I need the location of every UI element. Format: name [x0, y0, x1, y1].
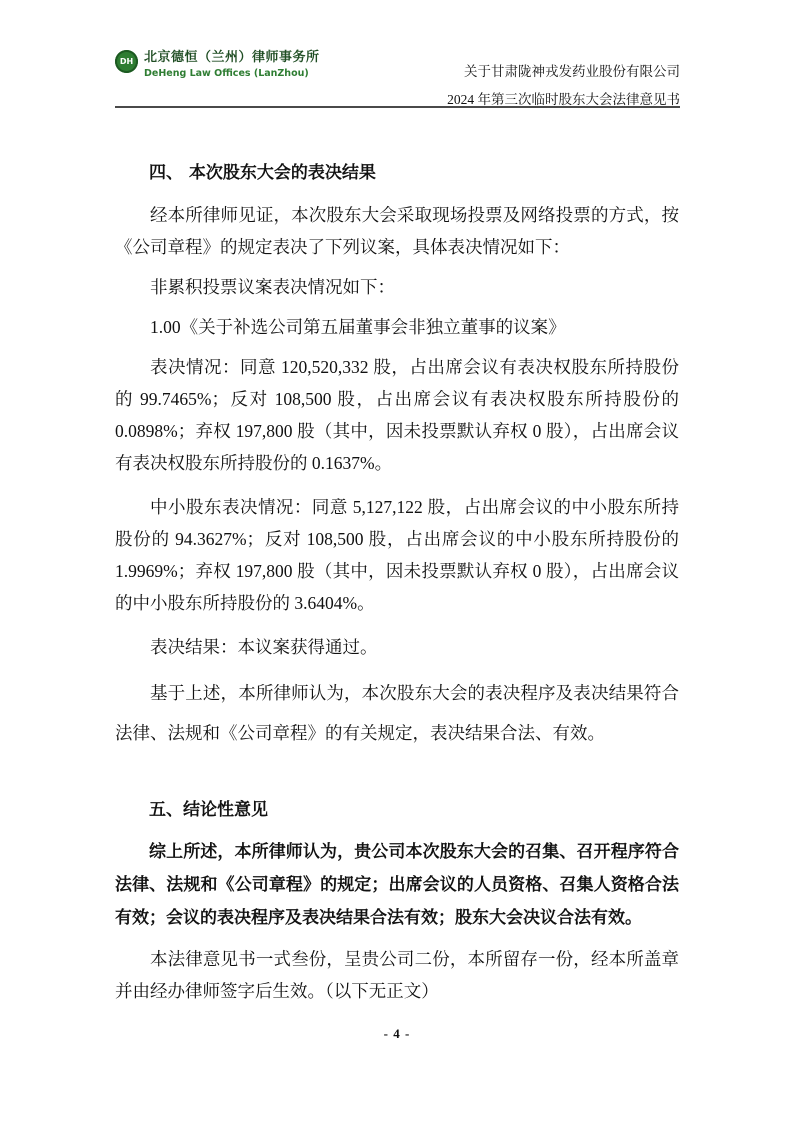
page-number: - 4 - — [383, 1026, 411, 1041]
paragraph-closing-copies: 本法律意见书一式叁份，呈贵公司二份，本所留存一份，经本所盖章并由经办律师签字后生效。（以下无正文） — [115, 949, 679, 1001]
paragraph-noncumulative-intro: 非累积投票议案表决情况如下： — [150, 277, 395, 297]
paragraph-proposal-title: 1.00《关于补选公司第五届董事会非独立董事的议案》 — [150, 317, 566, 337]
paragraph-voting-method: 经本所律师见证，本次股东大会采取现场投票及网络投票的方式，按《公司章程》的规定表决了下列议案，具体表决情况如下： — [115, 205, 679, 257]
section4-heading: 四、 本次股东大会的表决结果 — [149, 163, 376, 183]
section5-heading: 五、结论性意见 — [149, 800, 268, 820]
paragraph-conclusion-bold: 综上所述，本所律师认为，贵公司本次股东大会的召集、召开程序符合法律、法规和《公司章程》的规定；出席会议的人员资格、召集人资格合法有效；会议的表决程序及表决结果合法有效；股东大会决议合法有效。 — [115, 842, 679, 928]
firm-name-chinese: 北京德恒（兰州）律师事务所 — [144, 50, 320, 65]
page-header — [115, 50, 680, 108]
paragraph-vote-result-minority: 中小股东表决情况：同意 5,127,122 股，占出席会议的中小股东所持股份的 94.3627%；反对 108,500 股，占出席会议的中小股东所持股份的 1.9969%；弃权 197,800 股（其中，因未投票默认弃权 0 股），占出席会议的中小股东所持股份的 3.6404%。 — [115, 497, 679, 613]
document-title-line1: 关于甘肃陇神戎发药业股份有限公司 — [464, 64, 680, 79]
header-divider — [115, 106, 680, 108]
paragraph-lawyer-opinion: 基于上述，本所律师认为，本次股东大会的表决程序及表决结果符合法律、法规和《公司章程》的有关规定，表决结果合法、有效。 — [115, 683, 679, 743]
paragraph-vote-outcome: 表决结果：本议案获得通过。 — [150, 637, 378, 657]
document-title-line2: 2024 年第三次临时股东大会法律意见书 — [447, 92, 680, 107]
document-body — [115, 157, 679, 1015]
deheng-scales-emblem-icon: DH — [115, 50, 138, 73]
paragraph-vote-result-all: 表决情况：同意 120,520,332 股，占出席会议有表决权股东所持股份的 99.7465%；反对 108,500 股，占出席会议有表决权股东所持股份的 0.0898%；弃权 197,800 股（其中，因未投票默认弃权 0 股），占出席会议有表决权股东所持股份的 0.1637%。 — [115, 357, 679, 473]
firm-name-english: DeHeng Law Offices (LanZhou) — [144, 68, 309, 80]
